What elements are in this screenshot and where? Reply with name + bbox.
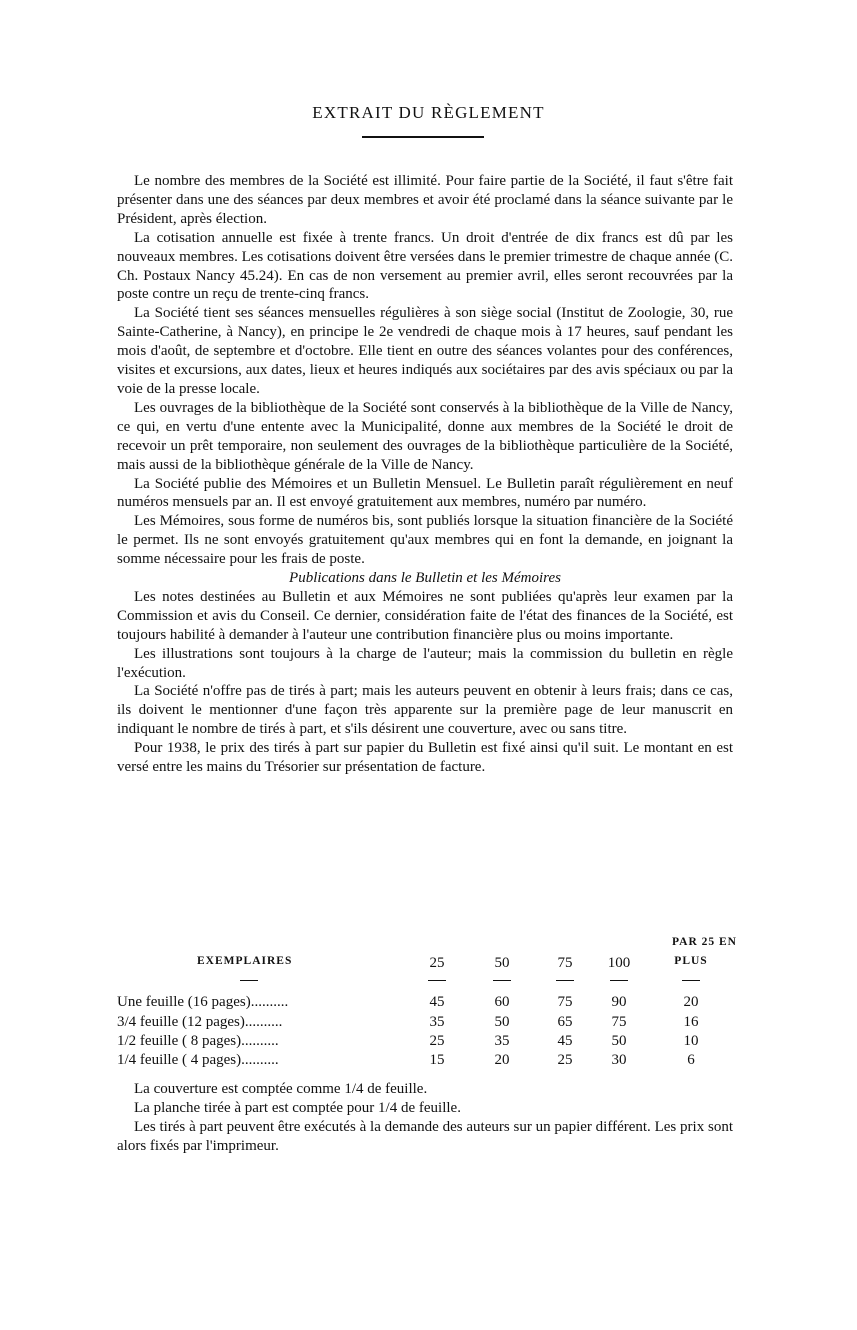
paragraph: La Société publie des Mémoires et un Bulletin Mensuel. Le Bulletin paraît régulièrement en neuf numéros mensuels par an. Il est envoyé gratuitement aux membres, numéro par numéro.	[117, 475, 733, 511]
paragraph: Pour 1938, le prix des tirés à part sur papier du Bulletin est fixé ainsi qu'il suit. Le montant en est versé entre les mains du Trésorier sur présentation de facture.	[117, 740, 733, 776]
divider-dash	[682, 980, 700, 982]
paragraph: Le nombre des membres de la Société est illimité. Pour faire partie de la Société, il faut s'être fait présenter dans une des séances par deux membres et avoir été proclamé dans la séance suivante par le Président, après élection.	[117, 173, 733, 227]
row-value: 6	[687, 1052, 695, 1068]
paragraph: La cotisation annuelle est fixée à trente francs. Un droit d'entrée de dix francs est dû par les nouveaux membres. Les cotisations doivent être versées dans le premier trimestre de chaque année (C. Ch. Postaux Nancy 45.24). En cas de non versement au premier avril, elles seront recouvrées par la poste contre un reçu de trente-cinq francs.	[117, 229, 733, 303]
row-value: 90	[611, 994, 627, 1010]
row-value: 20	[683, 994, 699, 1010]
paragraph: Les Mémoires, sous forme de numéros bis, sont publiés lorsque la situation financière de la Société le permet. Ils ne sont envoyés gratuitement qu'aux membres qui en font la demande, en joignant la somme nécessaire pour les frais de poste.	[117, 513, 733, 568]
section-subheading: Publications dans le Bulletin et les Mémoires	[289, 570, 561, 587]
row-label: Une feuille (16 pages)..........	[117, 994, 289, 1010]
table-row	[117, 994, 737, 1012]
row-label: 1/2 feuille ( 8 pages)..........	[117, 1033, 279, 1049]
table-header-label: EXEMPLAIRES	[197, 955, 293, 967]
divider-dash	[493, 980, 511, 982]
row-value: 25	[429, 1033, 445, 1049]
rules-body	[117, 172, 733, 777]
row-value: 16	[683, 1014, 699, 1030]
divider-dash	[240, 980, 258, 982]
table-row	[117, 1033, 737, 1051]
table-notes	[117, 1080, 733, 1156]
row-value: 30	[611, 1052, 627, 1068]
divider-dash	[556, 980, 574, 982]
paragraph: Les illustrations sont toujours à la charge de l'auteur; mais la commission du bulletin en règle l'exécution.	[117, 645, 733, 681]
paragraph: La Société n'offre pas de tirés à part; mais les auteurs peuvent en obtenir à leurs frais; dans ce cas, ils doivent le mentionner d'une façon très apparente sur la première page de leur manuscrit en indiquant le nombre de tirés à part, et s'ils désirent une couverture, avec ou sans titre.	[117, 683, 733, 738]
page-title: EXTRAIT DU RÈGLEMENT	[312, 103, 545, 122]
table-row	[117, 1014, 737, 1032]
paragraph: La Société tient ses séances mensuelles régulières à son siège social (Institut de Zoologie, 30, rue Sainte-Catherine, à Nancy), en principe le 2e vendredi de chaque mois à 17 heures, sauf pendant les mois d'août, de septembre et d'octobre. Elle tient en outre des séances volantes pour des conférences, visites et excursions, aux dates, lieux et heures indiqués aux sociétaires par des avis spéciaux ou par la voie de la presse locale.	[117, 305, 733, 397]
divider-dash	[610, 980, 628, 982]
row-value: 35	[494, 1033, 510, 1049]
row-value: 50	[611, 1033, 627, 1049]
row-value: 45	[557, 1033, 573, 1049]
row-value: 15	[429, 1052, 445, 1068]
row-value: 45	[429, 994, 445, 1010]
title-rule	[362, 136, 484, 138]
table-header-col: 100	[607, 955, 631, 971]
row-value: 60	[494, 994, 510, 1010]
note: Les tirés à part peuvent être exécutés à la demande des auteurs sur un papier différent. Les prix sont alors fixés par l'imprimeur.	[117, 1119, 733, 1154]
divider-dash	[428, 980, 446, 982]
row-value: 75	[611, 1014, 627, 1030]
table-header-col: 25	[429, 955, 445, 971]
table-header-row	[117, 955, 737, 973]
table-row	[117, 1052, 737, 1070]
row-value: 35	[429, 1014, 445, 1030]
row-value: 20	[494, 1052, 510, 1068]
row-label: 3/4 feuille (12 pages)..........	[117, 1014, 283, 1030]
note: La planche tirée à part est comptée pour 1/4 de feuille.	[134, 1100, 461, 1116]
row-value: 65	[557, 1014, 573, 1030]
row-value: 25	[557, 1052, 573, 1068]
table-header-row-top	[117, 936, 737, 954]
table-header-col: 75	[557, 955, 573, 971]
table-header-extra-line1: PAR 25 EN	[671, 936, 737, 948]
note: La couverture est comptée comme 1/4 de feuille.	[134, 1081, 428, 1097]
row-value: 10	[683, 1033, 699, 1049]
paragraph: Les ouvrages de la bibliothèque de la Société sont conservés à la bibliothèque de la Ville de Nancy, ce qui, en vertu d'une entente avec la Municipalité, donne aux membres de la Société le droit de recevoir un prêt temporaire, non seulement des ouvrages de la bibliothèque particulière de la Société, mais aussi de la bibliothèque générale de la Ville de Nancy.	[117, 399, 733, 473]
table-divider-row	[117, 972, 737, 990]
row-value: 75	[557, 994, 573, 1010]
paragraph: Les notes destinées au Bulletin et aux Mémoires ne sont publiées qu'après leur examen par la Commission et avis du Conseil. Ce dernier, considération faite de l'état des finances de la Société, est toujours habilité à demander à l'auteur une contribution financière plus ou moins importante.	[117, 588, 733, 643]
row-label: 1/4 feuille ( 4 pages)..........	[117, 1052, 279, 1068]
row-value: 50	[494, 1014, 510, 1030]
table-header-col: 50	[494, 955, 510, 971]
table-header-extra-line2: PLUS	[674, 955, 708, 967]
